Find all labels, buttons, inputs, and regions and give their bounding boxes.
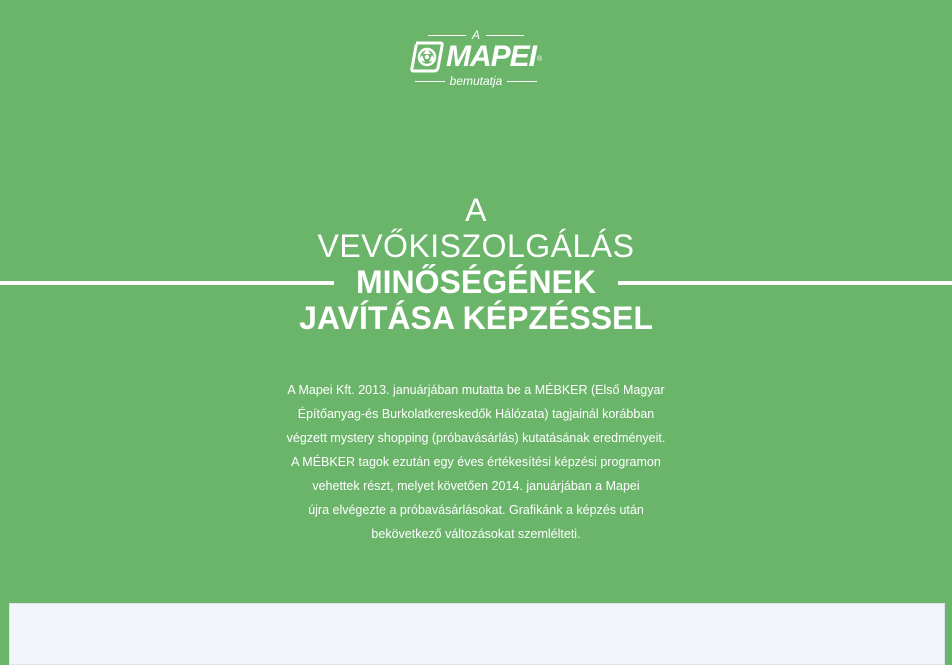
logo-rule: [507, 81, 537, 82]
headline-line-3: MINŐSÉGÉNEK: [355, 264, 597, 300]
logo-rule: [428, 35, 466, 36]
headline-rule-row: [0, 264, 952, 300]
headline-line-4: JAVÍTÁSA KÉPZÉSSEL: [299, 300, 653, 336]
mapei-logo: [406, 28, 546, 90]
logo-suffix: bemutatja: [449, 74, 503, 88]
intro-line: vehettek részt, melyet követően 2014. januárjában a Mapei: [312, 479, 640, 493]
page-title: [0, 192, 952, 336]
logo-rule: [486, 35, 524, 36]
intro-paragraph: [270, 378, 682, 546]
headline-line-2: VEVŐKISZOLGÁLÁS: [317, 228, 635, 264]
logo-main: [410, 40, 542, 74]
headline-line-1: A: [465, 192, 487, 228]
logo-rule: [415, 81, 445, 82]
logo-brand: MAPEI: [446, 40, 537, 73]
intro-line: újra elvégezte a próbavásárlásokat. Grafikánk a képzés után: [308, 503, 644, 517]
intro-line: bekövetkező változásokat szemlélteti.: [371, 527, 581, 541]
logo-suffix-row: [406, 74, 546, 88]
logo-registered: ®: [537, 55, 543, 63]
intro-line: végzett mystery shopping (próbavásárlás) kutatásának eredményeit.: [286, 431, 666, 445]
intro-line: Építőanyag-és Burkolatkereskedők Hálózata) tagjainál korábban: [297, 407, 655, 421]
logo-prefix: A: [471, 28, 480, 42]
mapei-emblem-icon: [410, 41, 444, 73]
intro-line: A MÉBKER tagok ezután egy éves értékesítési képzési programon: [291, 455, 661, 469]
intro-line: A Mapei Kft. 2013. januárjában mutatta be a MÉBKER (Első Magyar: [287, 383, 665, 397]
content-panel: [9, 603, 945, 665]
